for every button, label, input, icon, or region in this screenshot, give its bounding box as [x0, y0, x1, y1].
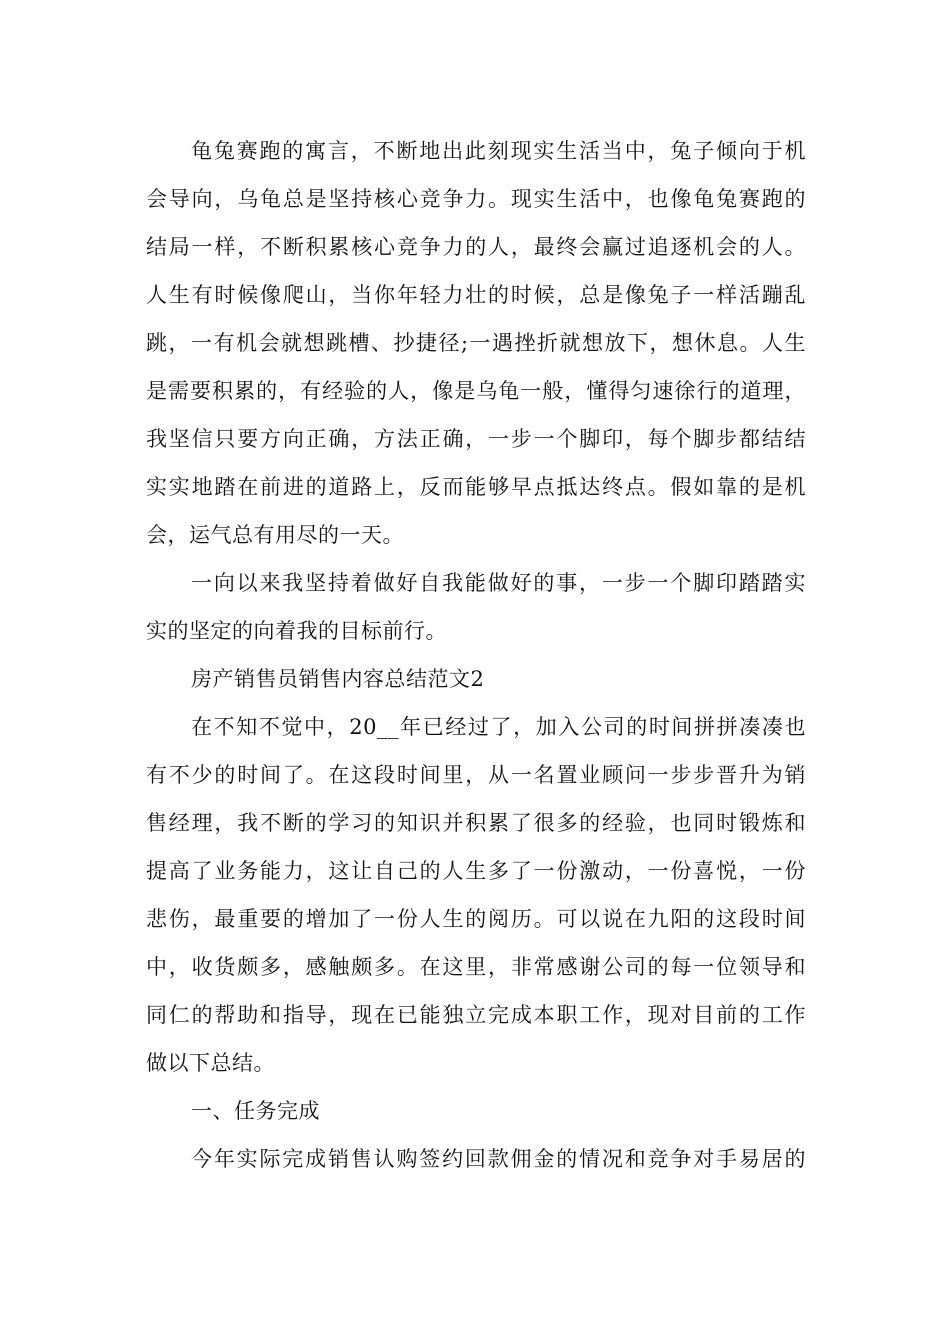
- paragraph-3-line-7: 同仁的帮助和指导，现在已能独立完成本职工作，现对目前的工作: [146, 1003, 806, 1027]
- paragraph-2-line-2: 实的坚定的向着我的目标前行。: [146, 619, 447, 643]
- paragraph-3-line-8: 做以下总结。: [146, 1051, 275, 1075]
- paragraph-3-line-4: 提高了业务能力，这让自己的人生多了一份激动，一份喜悦，一份: [146, 859, 806, 883]
- paragraph-3-line-1: 在不知不觉中，20__年已经过了，加入公司的时间拼拼凑凑也: [191, 715, 806, 739]
- paragraph-3-line-5: 悲伤，最重要的增加了一份人生的阅历。可以说在九阳的这段时间: [146, 907, 806, 931]
- subsection-heading: 一、任务完成: [191, 1099, 320, 1123]
- paragraph-3-line-2: 有不少的时间了。在这段时间里，从一名置业顾问一步步晋升为销: [146, 763, 806, 787]
- paragraph-1-line-9: 会，运气总有用尽的一天。: [146, 523, 404, 547]
- paragraph-2-line-1: 一向以来我坚持着做好自我能做好的事，一步一个脚印踏踏实: [191, 571, 806, 595]
- section-title: 房产销售员销售内容总结范文2: [191, 667, 485, 691]
- paragraph-1-line-2: 会导向，乌龟总是坚持核心竞争力。现实生活中，也像龟兔赛跑的: [146, 187, 806, 211]
- paragraph-1-line-1: 龟兔赛跑的寓言，不断地出此刻现实生活当中，兔子倾向于机: [191, 139, 806, 163]
- paragraph-4-line-1: 今年实际完成销售认购签约回款佣金的情况和竞争对手易居的: [191, 1147, 806, 1171]
- paragraph-1-line-4: 人生有时候像爬山，当你年轻力壮的时候，总是像兔子一样活蹦乱: [146, 283, 806, 307]
- paragraph-1-line-8: 实实地踏在前进的道路上，反而能够早点抵达终点。假如靠的是机: [146, 475, 806, 499]
- paragraph-1-line-3: 结局一样，不断积累核心竞争力的人，最终会赢过追逐机会的人。: [146, 235, 806, 259]
- paragraph-1-line-6: 是需要积累的，有经验的人，像是乌龟一般，懂得匀速徐行的道理，: [146, 379, 806, 403]
- paragraph-3-line-6: 中，收货颇多，感触颇多。在这里，非常感谢公司的每一位领导和: [146, 955, 806, 979]
- paragraph-1-line-7: 我坚信只要方向正确，方法正确，一步一个脚印，每个脚步都结结: [146, 427, 806, 451]
- paragraph-3-line-3: 售经理，我不断的学习的知识并积累了很多的经验，也同时锻炼和: [146, 811, 806, 835]
- paragraph-1-line-5: 跳，一有机会就想跳槽、抄捷径;一遇挫折就想放下，想休息。人生: [146, 331, 806, 355]
